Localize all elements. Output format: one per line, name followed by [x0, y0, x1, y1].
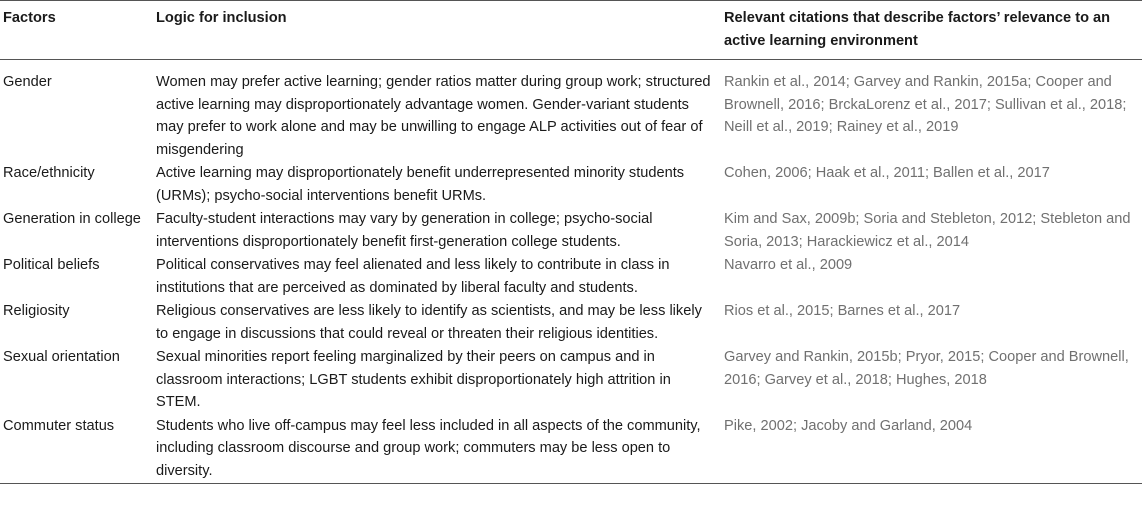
citations-cell: Rankin et al., 2014; Garvey and Rankin, 2015a; Cooper and Brownell, 2016; BrckaLorenz et al., 2017; Sullivan et al., 2018; Neill et al., 2019; Rainey et al., 2019 [724, 74, 1127, 135]
header-factors: Factors [3, 10, 56, 26]
table-row [0, 254, 1142, 300]
table-body [0, 60, 1142, 484]
citations-cell: Navarro et al., 2009 [724, 257, 853, 273]
factor-cell: Religiosity [3, 303, 70, 319]
table-row [0, 60, 1142, 163]
table-header [0, 1, 1142, 60]
logic-cell: Political conservatives may feel alienated and less likely to contribute in class in institutions that are perceived as dominated by liberal faculty and students. [156, 257, 670, 296]
citations-cell: Cohen, 2006; Haak et al., 2011; Ballen et al., 2017 [724, 165, 1050, 181]
citations-cell: Rios et al., 2015; Barnes et al., 2017 [724, 303, 961, 319]
citations-cell: Pike, 2002; Jacoby and Garland, 2004 [724, 417, 973, 434]
logic-cell: Faculty-student interactions may vary by generation in college; psycho-social interventions disproportionately benefit first-generation college students. [156, 211, 653, 250]
table-row [0, 208, 1142, 254]
citations-cell: Kim and Sax, 2009b; Soria and Stebleton, 2012; Stebleton and Soria, 2013; Harackiewicz et al., 2014 [724, 211, 1131, 250]
citations-cell: Garvey and Rankin, 2015b; Pryor, 2015; Cooper and Brownell, 2016; Garvey et al., 2018; Hughes, 2018 [724, 349, 1129, 388]
logic-cell: Active learning may disproportionately benefit underrepresented minority students (URMs); psycho-social interventions benefit URMs. [156, 165, 685, 204]
logic-cell: Students who live off-campus may feel less included in all aspects of the community, including classroom discourse and group work; commuters may be less open to diversity. [156, 417, 701, 479]
factor-cell: Political beliefs [3, 257, 100, 273]
header-citations: Relevant citations that describe factors’ relevance to an active learning environment [724, 10, 1111, 49]
table-row [0, 162, 1142, 208]
factor-cell: Sexual orientation [3, 349, 120, 365]
factor-cell: Race/ethnicity [3, 165, 95, 181]
logic-cell: Religious conservatives are less likely to identify as scientists, and may be less likely to engage in discussions that could reveal or threaten their religious identities. [156, 303, 702, 342]
factor-cell: Commuter status [3, 417, 115, 434]
header-logic: Logic for inclusion [156, 10, 287, 26]
factor-cell: Gender [3, 74, 52, 90]
logic-cell: Sexual minorities report feeling marginalized by their peers on campus and in classroom interactions; LGBT students exhibit disproportionately high attrition in STEM. [156, 349, 671, 410]
table-row [0, 415, 1142, 484]
header-row [0, 1, 1142, 60]
logic-cell: Women may prefer active learning; gender ratios matter during group work; structured active learning may disproportionately advantage women. Gender-variant students may prefer to work alone and may be unwilling to engage ALP activities out of fear of misgendering [156, 74, 711, 158]
table-row [0, 346, 1142, 415]
table-row [0, 300, 1142, 346]
factor-cell: Generation in college [3, 211, 141, 227]
